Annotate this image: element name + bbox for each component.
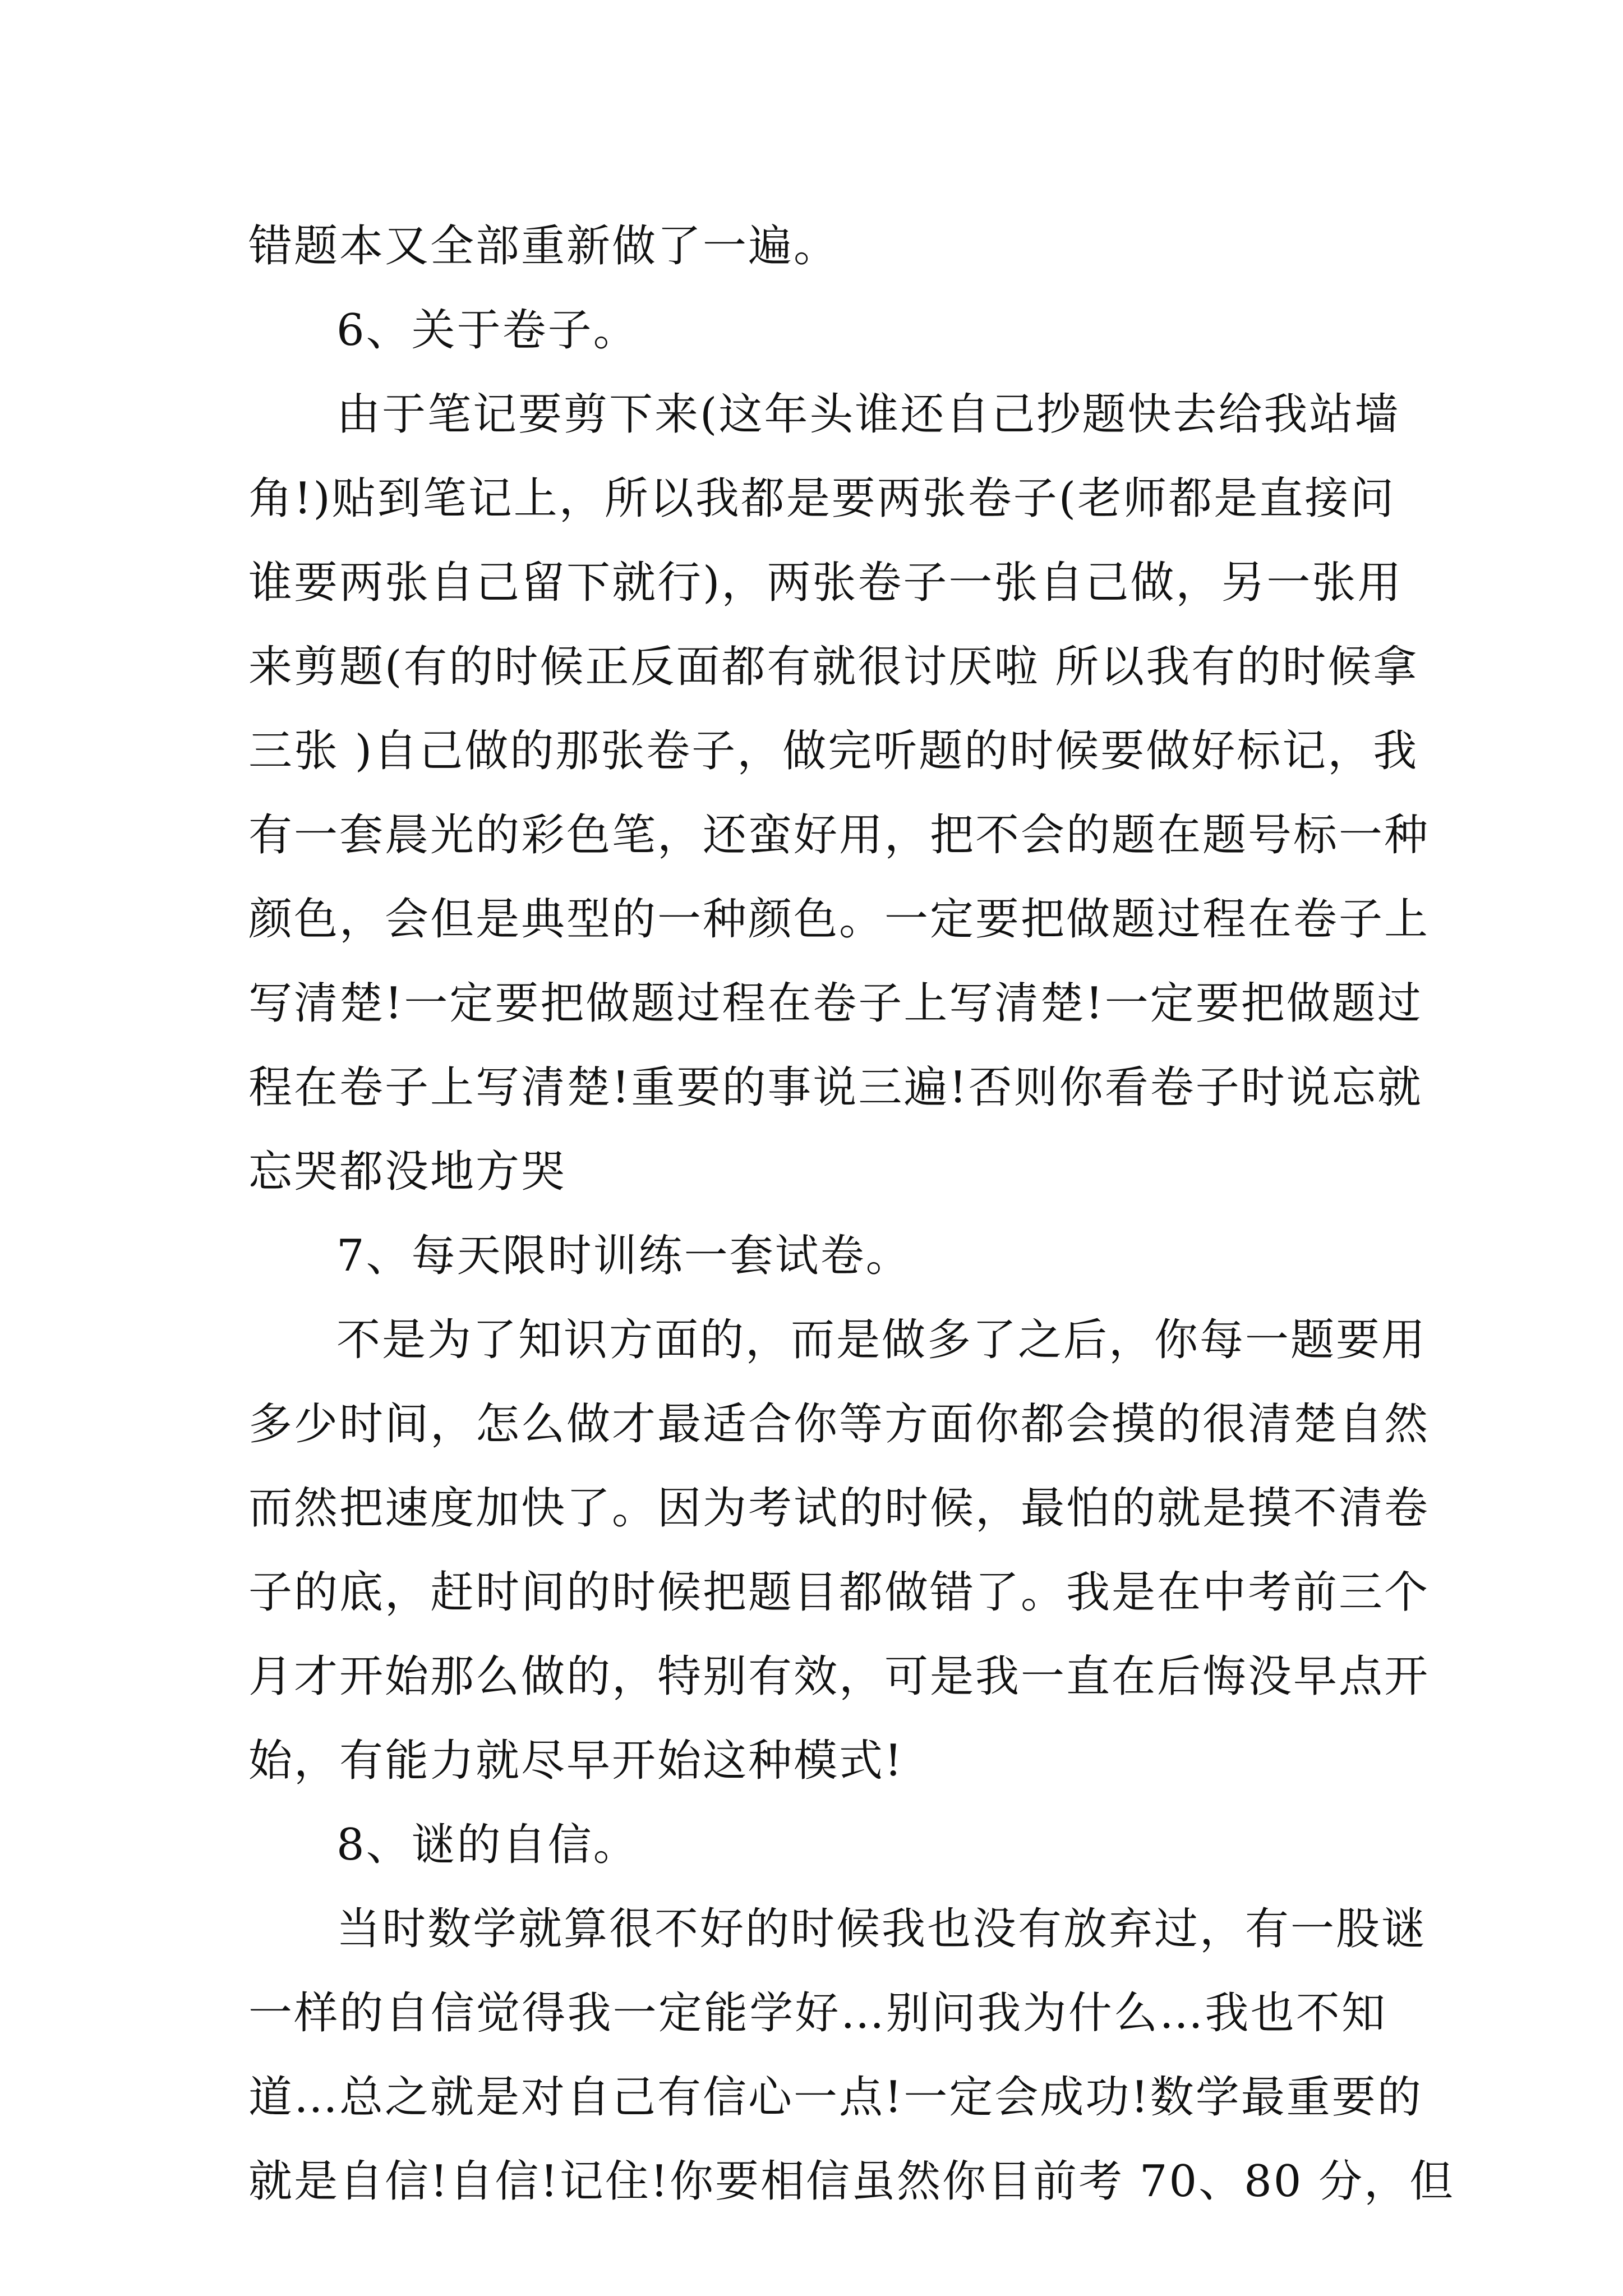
text-line: 而然把速度加快了。因为考试的时候，最怕的就是摸不清卷 — [248, 1483, 1430, 1534]
text-line: 角!)贴到笔记上，所以我都是要两张卷子(老师都是直接问 — [248, 473, 1396, 524]
text-line: 月才开始那么做的，特别有效，可是我一直在后悔没早点开 — [248, 1651, 1430, 1702]
text-line: 多少时间，怎么做才最适合你等方面你都会摸的很清楚自然 — [248, 1399, 1430, 1450]
section-heading: 6、关于卷子。 — [336, 305, 639, 356]
text-line: 三张 )自己做的那张卷子，做完听题的时候要做好标记，我 — [248, 726, 1419, 776]
text-line: 当时数学就算很不好的时候我也没有放弃过，有一股谜 — [336, 1904, 1427, 1954]
text-line: 一样的自信觉得我一定能学好…别问我为什么…我也不知 — [248, 1988, 1387, 2039]
text-line: 就是自信!自信!记住!你要相信虽然你目前考 70、80 分，但 — [248, 2156, 1455, 2207]
section-heading: 8、谜的自信。 — [336, 1820, 639, 1870]
text-line: 忘哭都没地方哭 — [248, 1147, 567, 1197]
text-line: 写清楚!一定要把做题过程在卷子上写清楚!一定要把做题过 — [248, 978, 1423, 1029]
text-line: 错题本又全部重新做了一遍。 — [248, 221, 840, 272]
text-line: 来剪题(有的时候正反面都有就很讨厌啦 所以我有的时候拿 — [248, 642, 1419, 692]
section-heading: 7、每天限时训练一套试卷。 — [336, 1231, 911, 1281]
text-line: 颜色，会但是典型的一种颜色。一定要把做题过程在卷子上 — [248, 894, 1430, 945]
text-line: 有一套晨光的彩色笔，还蛮好用，把不会的题在题号标一种 — [248, 810, 1430, 861]
text-line: 由于笔记要剪下来(这年头谁还自己抄题快去给我站墙 — [336, 389, 1400, 440]
text-line: 谁要两张自己留下就行)，两张卷子一张自己做，另一张用 — [248, 558, 1403, 608]
text-line: 程在卷子上写清楚!重要的事说三遍!否则你看卷子时说忘就 — [248, 1062, 1423, 1113]
text-line: 子的底，赶时间的时候把题目都做错了。我是在中考前三个 — [248, 1567, 1430, 1618]
text-line: 不是为了知识方面的，而是做多了之后，你每一题要用 — [336, 1315, 1427, 1365]
text-line: 道…总之就是对自己有信心一点!一定会成功!数学最重要的 — [248, 2072, 1423, 2123]
text-line: 始，有能力就尽早开始这种模式! — [248, 1736, 904, 1786]
